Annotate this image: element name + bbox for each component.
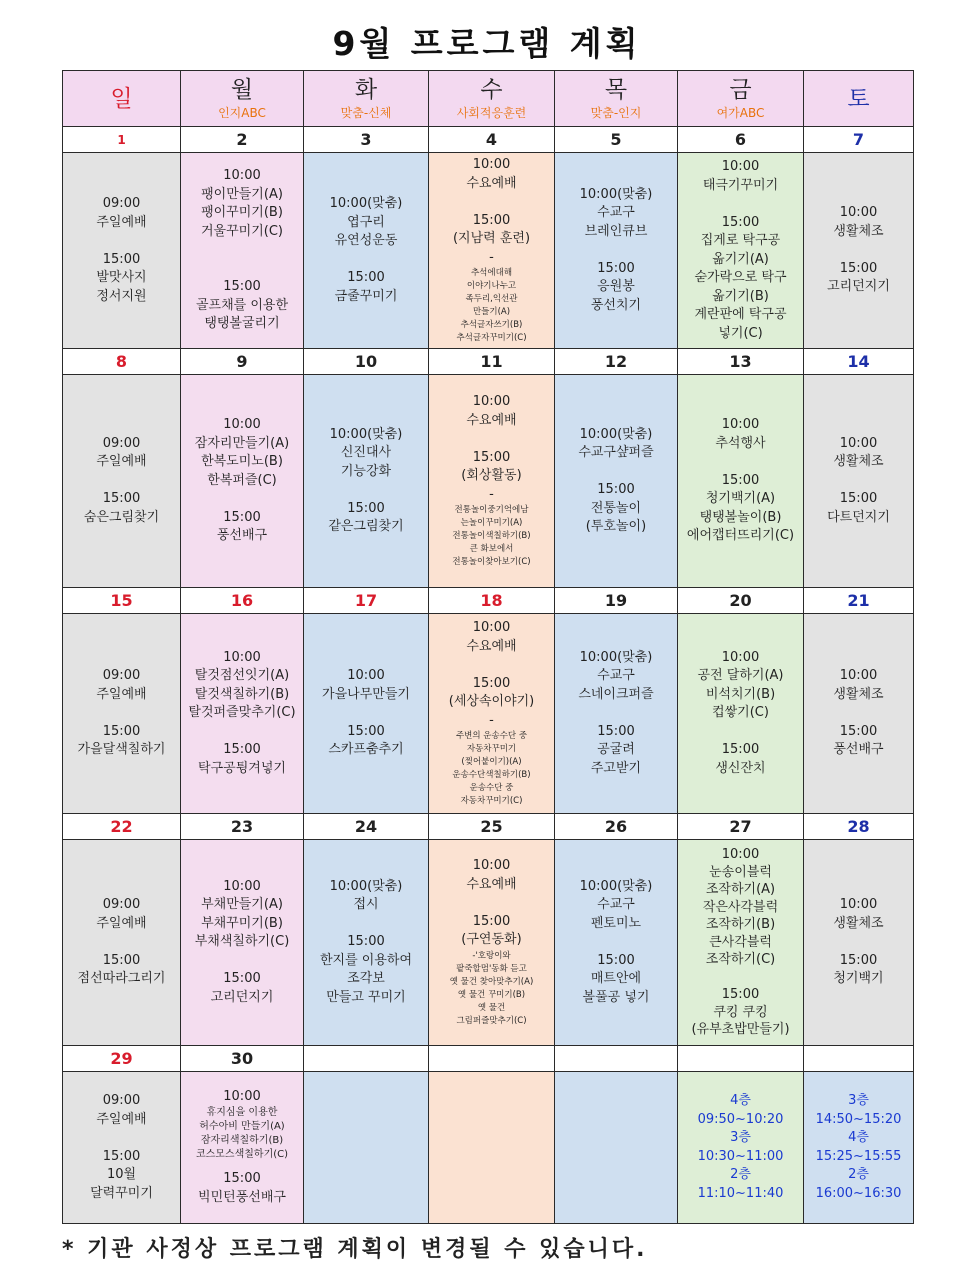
program-cell <box>304 375 429 588</box>
program-text: 10:00(맞춤) 수교구 브레인큐브 15:00 응원봉 풍선치기 <box>579 186 653 313</box>
date-number: 4 <box>429 127 555 153</box>
date-number <box>304 1046 429 1072</box>
program-cell <box>804 840 914 1046</box>
program-row <box>63 840 914 1046</box>
date-number: 24 <box>304 814 429 840</box>
program-text: 09:00 주일예배 15:00 숨은그림찾기 <box>83 435 160 525</box>
date-number: 13 <box>678 349 804 375</box>
program-text: 10:00(맞춤) 접시 15:00 한지를 이용하여 조각보 만들고 꾸미기 <box>319 878 413 1005</box>
program-cell <box>63 614 181 814</box>
date-number: 2 <box>181 127 304 153</box>
program-text: 10:00 수요예배 15:00 (회상활동) - <box>461 394 522 502</box>
date-number: 10 <box>304 349 429 375</box>
program-cell <box>429 153 555 349</box>
date-number <box>804 1046 914 1072</box>
program-cell <box>555 375 678 588</box>
header-fri <box>678 71 804 127</box>
date-number: 5 <box>555 127 678 153</box>
program-calendar <box>62 70 914 1224</box>
program-text: 10:00 부채만들기(A) 부채꾸미기(B) 부채색칠하기(C) 15:00 고리던지기 <box>194 878 290 1005</box>
program-cell <box>555 1072 678 1224</box>
program-row <box>63 375 914 588</box>
program-cell <box>555 840 678 1046</box>
date-row <box>63 349 914 375</box>
date-number: 19 <box>555 588 678 614</box>
date-number: 1 <box>63 127 181 153</box>
program-cell <box>678 375 804 588</box>
program-cell <box>429 1072 555 1224</box>
header-mon <box>181 71 304 127</box>
date-number: 3 <box>304 127 429 153</box>
weekday-program-label: 사회적응훈련 <box>456 105 527 120</box>
date-row <box>63 127 914 153</box>
date-number: 20 <box>678 588 804 614</box>
program-text: 10:00(맞춤) 수교구 스네이크퍼즐 15:00 공굴려 주고받기 <box>578 649 654 776</box>
date-number: 16 <box>181 588 304 614</box>
weekday-program-label: 인지ABC <box>218 105 266 120</box>
program-text: 10:00 수요예배 15:00 (구연동화) <box>461 858 522 948</box>
program-text: 10:00 생활체조 15:00 다트던지기 <box>827 435 890 525</box>
program-text: 10:00 생활체조 15:00 청기백기 <box>833 897 884 987</box>
program-row <box>63 1072 914 1224</box>
program-text: 10:00 탈것점선잇기(A) 탈것색칠하기(B) 탈것퍼즐맞추기(C) 15:00 탁구공튕겨넣기 <box>188 649 296 776</box>
program-cell <box>678 153 804 349</box>
program-text: 10:00 잠자리만들기(A) 한복도미노(B) 한복퍼즐(C) 15:00 풍선배구 <box>194 417 290 544</box>
program-cell <box>181 840 304 1046</box>
weekday-label: 수 <box>480 76 503 103</box>
date-number: 29 <box>63 1046 181 1072</box>
date-number: 22 <box>63 814 181 840</box>
program-detail-text: 전통놀이중기억에남 는놀이꾸미기(A) 전통놀이색칠하기(B) 큰 화보에서 전통놀이찾아보기(C) <box>452 505 531 567</box>
program-text: 10:00 공전 달하기(A) 비석치기(B) 컵쌓기(C) 15:00 생신잔치 <box>697 649 784 776</box>
weekday-program-label: 여가ABC <box>716 105 765 120</box>
program-text: 10:00 가을나무만들기 15:00 스카프춤추기 <box>322 668 410 758</box>
program-cell <box>63 153 181 349</box>
program-text: 10:00 생활체조 15:00 풍선배구 <box>833 668 884 758</box>
header-thu <box>555 71 678 127</box>
program-cell <box>678 614 804 814</box>
program-text: 09:00 주일예배 15:00 점선따라그리기 <box>77 897 166 987</box>
footnote: * 기관 사정상 프로그램 계획이 변경될 수 있습니다. <box>62 1237 648 1262</box>
weekday-label: 일 <box>110 85 133 112</box>
program-text: 10:00 수요예배 15:00 (지남력 훈련) - <box>452 157 531 265</box>
date-number: 17 <box>304 588 429 614</box>
weekday-label: 금 <box>729 76 752 103</box>
program-cell <box>63 840 181 1046</box>
date-number: 27 <box>678 814 804 840</box>
program-text: 10:00 수요예배 15:00 (세상속이야기) - <box>448 620 535 728</box>
date-number: 30 <box>181 1046 304 1072</box>
date-number: 11 <box>429 349 555 375</box>
date-number: 26 <box>555 814 678 840</box>
program-text: 10:00(맞춤) 신진대사 기능강화 15:00 같은그림찾기 <box>328 426 404 534</box>
weekday-program-label: 맞춤-신체 <box>340 105 392 120</box>
program-detail-text: 휴지심을 이용한 허수아비 만들기(A) 잠자리색칠하기(B) 코스모스색칠하기(C) <box>195 1107 289 1161</box>
program-text: 10:00(맞춤) 수교구 펜토미노 15:00 매트안에 볼풀공 넣기 <box>579 878 653 1005</box>
date-row <box>63 588 914 614</box>
program-cell <box>304 614 429 814</box>
date-row <box>63 1046 914 1072</box>
date-number: 14 <box>804 349 914 375</box>
date-number: 28 <box>804 814 914 840</box>
program-cell <box>304 153 429 349</box>
header-sat <box>804 71 914 127</box>
date-number: 18 <box>429 588 555 614</box>
program-cell <box>429 614 555 814</box>
program-cell <box>804 375 914 588</box>
floor-schedule-text: 4층 09:50~10:20 3층 10:30~11:00 2층 11:10~11:40 <box>697 1093 784 1201</box>
weekday-header-row <box>63 71 914 127</box>
program-cell <box>804 614 914 814</box>
floor-schedule-cell <box>678 1072 804 1224</box>
date-number: 25 <box>429 814 555 840</box>
program-text: 10:00 눈송이블럭 조작하기(A) 작은사각블럭 조작하기(B) 큰사각블럭 조작하기(C) 15:00 쿠킹 쿠킹 (유부초밥만들기) <box>691 847 790 1038</box>
program-cell <box>429 840 555 1046</box>
program-detail-text: 추석에대해 이야기나누고 족두리,익선관 만들기(A) 추석글자쓰기(B) 추석글자꾸미기(C) <box>456 268 527 343</box>
program-cell <box>181 375 304 588</box>
program-cell <box>63 375 181 588</box>
program-text: 10:00 <box>223 1088 261 1104</box>
date-number: 15 <box>63 588 181 614</box>
date-number: 8 <box>63 349 181 375</box>
header-sun <box>63 71 181 127</box>
program-cell <box>181 1072 304 1224</box>
header-tue <box>304 71 429 127</box>
weekday-label: 목 <box>604 76 628 103</box>
date-number <box>555 1046 678 1072</box>
program-row <box>63 614 914 814</box>
program-cell <box>304 840 429 1046</box>
date-number: 7 <box>804 127 914 153</box>
program-cell <box>804 153 914 349</box>
weekday-label: 월 <box>230 76 254 103</box>
date-number <box>678 1046 804 1072</box>
program-cell <box>555 153 678 349</box>
program-detail-text: 주변의 운송수단 중 자동차꾸미기 (찢어붙이기)(A) 운송수단색칠하기(B) 운송수단 중 자동차꾸미기(C) <box>452 731 531 806</box>
program-cell <box>181 153 304 349</box>
program-text: 10:00 추석행사 15:00 청기백기(A) 탱탱볼놀이(B) 에어캡터뜨리기(C) <box>686 417 795 544</box>
date-number: 21 <box>804 588 914 614</box>
program-text: 10:00 팽이만들기(A) 팽이꾸미기(B) 거울꾸미기(C) 15:00 골프채를 이용한 탱탱볼굴리기 <box>195 168 289 332</box>
date-number: 12 <box>555 349 678 375</box>
date-number: 9 <box>181 349 304 375</box>
program-text: 15:00 빅민턴풍선배구 <box>198 1171 286 1205</box>
program-cell <box>304 1072 429 1224</box>
weekday-label: 토 <box>847 85 870 112</box>
program-text: 10:00 태극기꾸미기 15:00 집게로 탁구공 옮기기(A) 숟가락으로 탁구 옮기기(B) 계란판에 탁구공 넣기(C) <box>694 159 787 341</box>
page-title: 9월 프로그램 계획 <box>332 24 642 63</box>
program-text: 09:00 주일예배 15:00 10월 달력꾸미기 <box>90 1093 153 1201</box>
weekday-program-label: 맞춤-인지 <box>590 105 642 120</box>
program-cell <box>678 840 804 1046</box>
program-cell <box>429 375 555 588</box>
program-text: 10:00(맞춤) 수교구샾퍼즐 15:00 전통놀이 (투호놀이) <box>578 426 654 534</box>
program-cell <box>181 614 304 814</box>
floor-schedule-text: 3층 14:50~15:20 4층 15:25~15:55 2층 16:00~16:30 <box>815 1093 902 1201</box>
program-text: 09:00 주일예배 15:00 발맛사지 정서지원 <box>96 196 147 304</box>
program-cell <box>555 614 678 814</box>
program-cell <box>63 1072 181 1224</box>
date-number: 6 <box>678 127 804 153</box>
program-text: 10:00 생활체조 15:00 고리던지기 <box>827 205 890 295</box>
program-text: 09:00 주일예배 15:00 가을달색칠하기 <box>77 668 166 758</box>
weekday-label: 화 <box>354 76 378 103</box>
floor-schedule-cell <box>804 1072 914 1224</box>
program-detail-text: -'호랑이와 팥죽할멈'동화 듣고 옛 물건 찾아맞추기(A) 옛 물건 꾸미기(B) 옛 물건 그림퍼즐맞추기(C) <box>449 950 534 1026</box>
date-number: 23 <box>181 814 304 840</box>
date-row <box>63 814 914 840</box>
header-wed <box>429 71 555 127</box>
program-row <box>63 153 914 349</box>
date-number <box>429 1046 555 1072</box>
program-text: 10:00(맞춤) 엽구리 유연성운동 15:00 금줄꾸미기 <box>329 196 403 304</box>
